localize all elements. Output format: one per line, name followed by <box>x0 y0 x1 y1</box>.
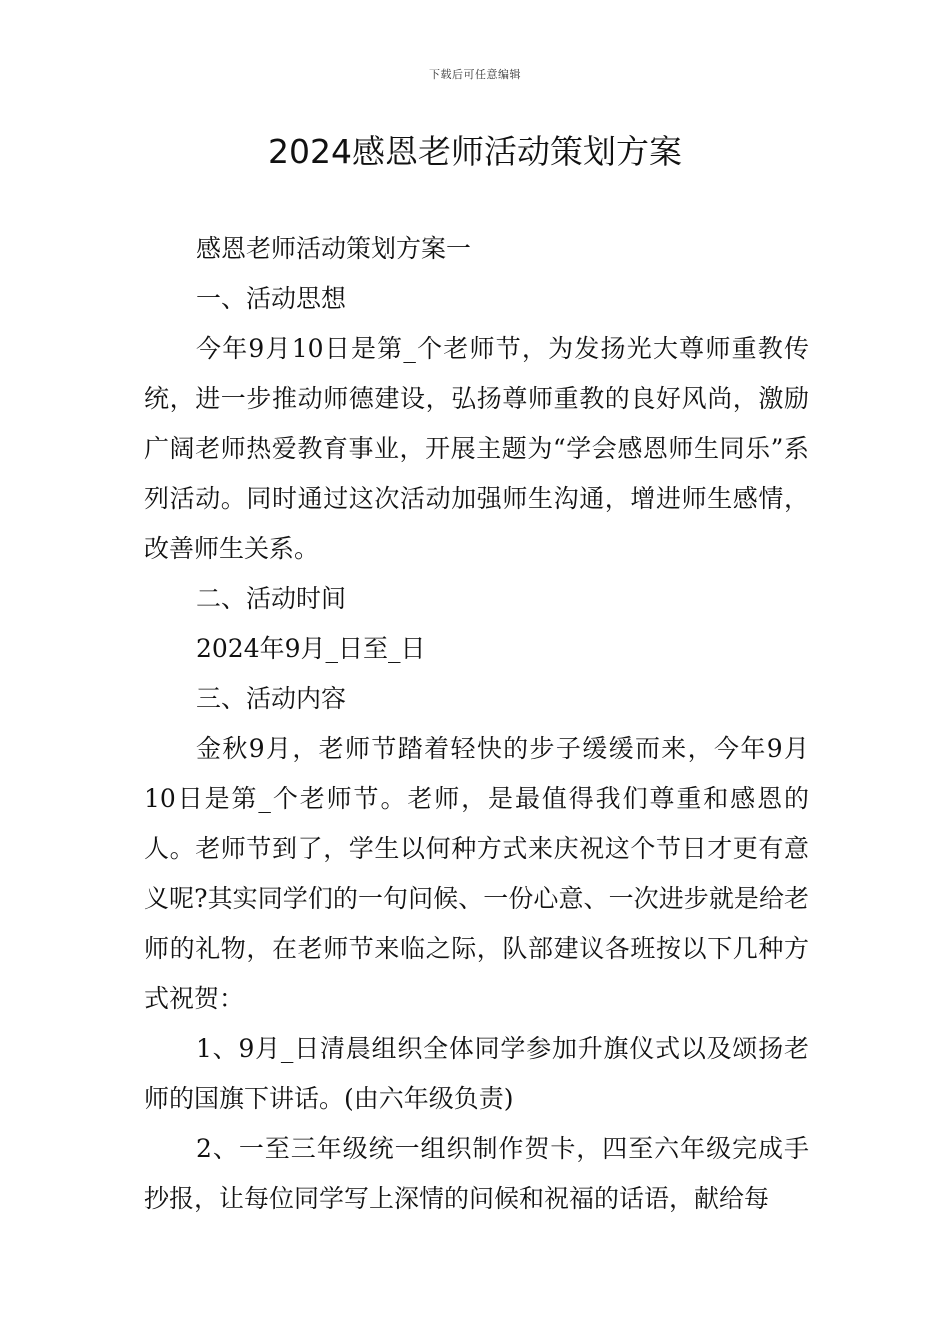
list-item-2: 2、一至三年级统一组织制作贺卡，四至六年级完成手抄报，让每位同学写上深情的问候和祝福的话语，献给每 <box>144 1134 809 1213</box>
paragraph-activity-idea: 今年9月10日是第_个老师节，为发扬光大尊师重教传统，进一步推动师德建设，弘扬尊师重教的良好风尚，激励广阔老师热爱教育事业，开展主题为“学会感恩师生同乐”系列活动。同时通过这次活动加强师生沟通，增进师生感情，改善师生关系。 <box>144 334 809 563</box>
section-heading-activity-content: 三、活动内容 <box>196 684 347 713</box>
section-heading-activity-idea: 一、活动思想 <box>196 284 347 313</box>
page-header-note: 下载后可任意编辑 <box>429 68 521 81</box>
section-heading-activity-time: 二、活动时间 <box>196 584 347 613</box>
paragraph-activity-content: 金秋9月，老师节踏着轻快的步子缓缓而来，今年9月10日是第_个老师节。老师，是最值得我们尊重和感恩的人。老师节到了，学生以何种方式来庆祝这个节日才更有意义呢?其实同学们的一句问候、一份心意、一次进步就是给老师的礼物，在老师节来临之际，队部建议各班按以下几种方式祝贺： <box>144 734 809 1013</box>
plan-subtitle: 感恩老师活动策划方案一 <box>196 234 472 263</box>
paragraph-activity-time: 2024年9月_日至_日 <box>196 634 426 663</box>
document-body <box>144 224 809 1224</box>
list-item-1: 1、9月_日清晨组织全体同学参加升旗仪式以及颂扬老师的国旗下讲话。(由六年级负责) <box>144 1034 809 1113</box>
document-title: 2024感恩老师活动策划方案 <box>268 132 682 171</box>
